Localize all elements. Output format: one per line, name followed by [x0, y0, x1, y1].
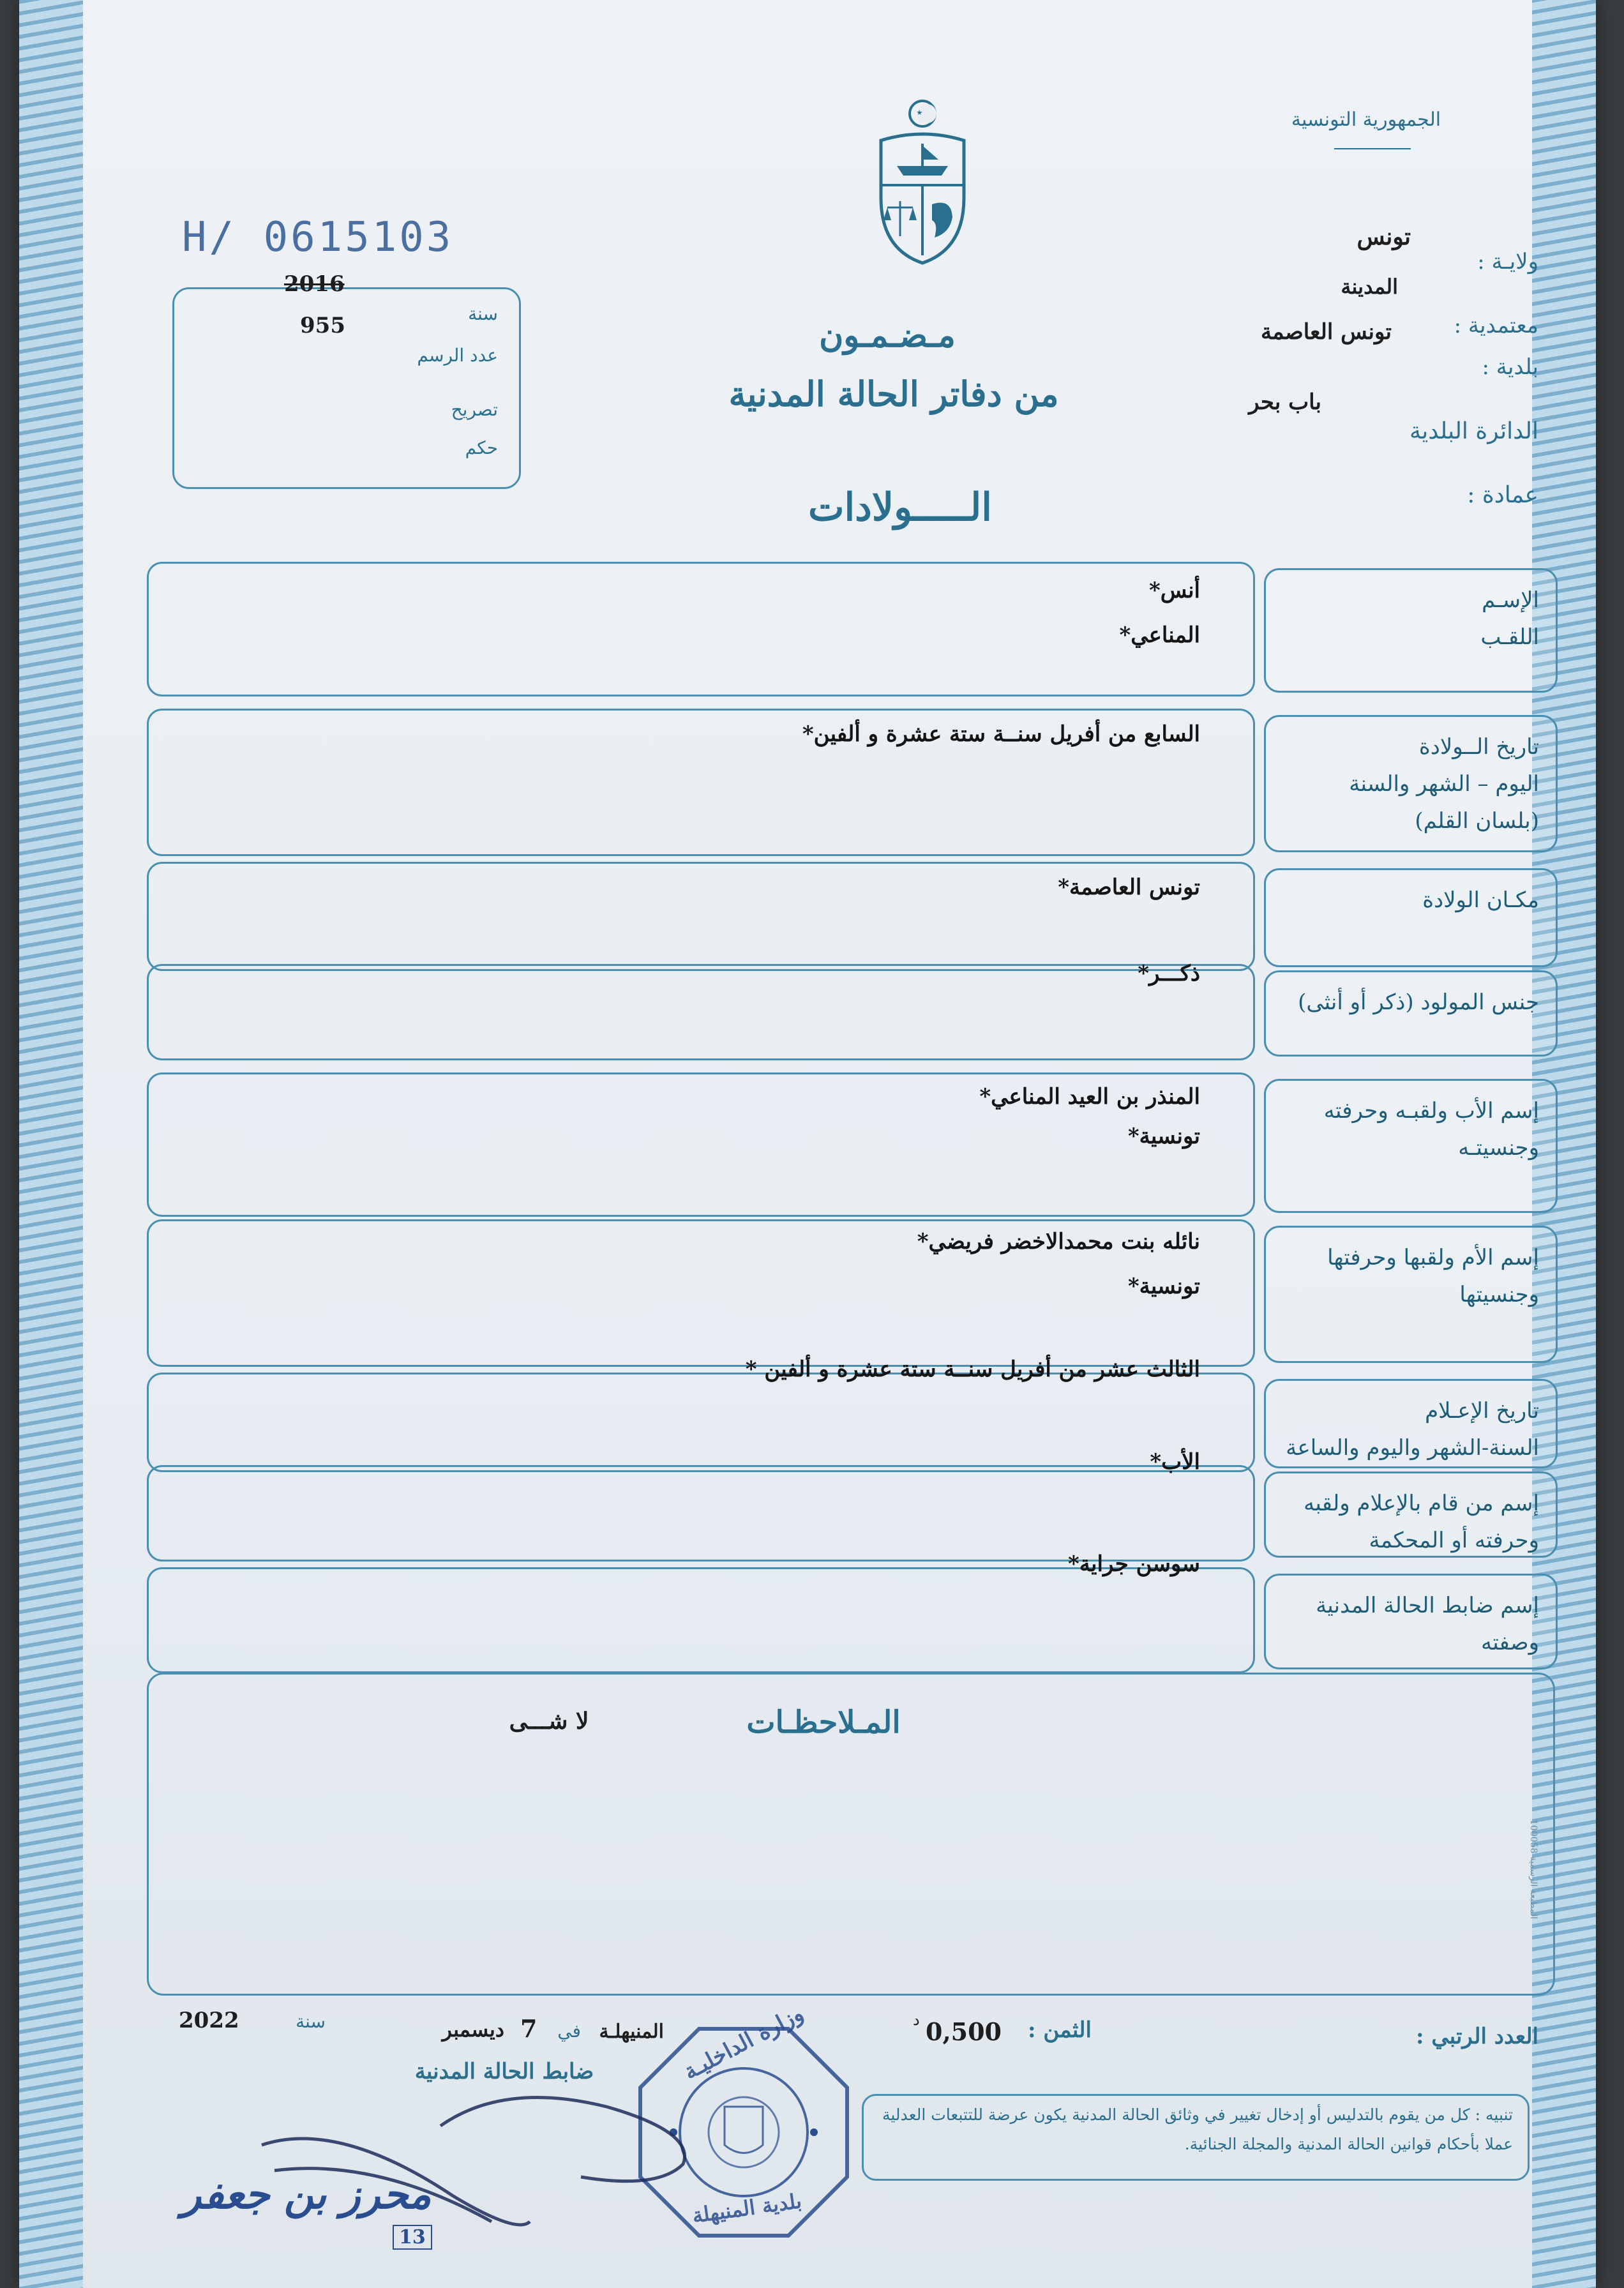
signature-code: 13 — [393, 2225, 432, 2250]
reg-year-value: 2016 — [284, 271, 345, 297]
serial-number: H/ 0615103 — [182, 214, 454, 261]
title-line2: من دفاتر الحالة المدنية — [728, 373, 1059, 414]
row-label: جنس المولود (ذكر أو أنثى) — [1298, 990, 1539, 1015]
baladia-label: بلدية : — [1482, 354, 1538, 380]
row-label-box — [1264, 568, 1558, 693]
row-label: وحرفته أو المحكمة — [1369, 1528, 1539, 1553]
row-label: اليوم – الشهر والسنة — [1349, 771, 1539, 797]
row-value: الثالث عشر من أفريل سنــة ستة عشرة و ألفين * — [745, 1357, 1200, 1382]
row-label: السنة-الشهر واليوم والساعة — [1286, 1435, 1539, 1461]
row-value: الأب* — [1150, 1449, 1200, 1475]
reg-number-label: عدد الرسم — [417, 345, 498, 366]
footer-year-value: 2022 — [179, 2008, 239, 2033]
row-label: إسم ضابط الحالة المدنية — [1316, 1593, 1539, 1618]
row-value: تونسية* — [1127, 1124, 1200, 1149]
section-title: الـــــولادات — [808, 485, 992, 530]
row-label-box — [1264, 715, 1558, 852]
row-value: المناعي* — [1119, 622, 1200, 648]
row-label: تاريخ الــولادة — [1418, 734, 1539, 760]
row-label: وجنسيتها — [1459, 1282, 1539, 1307]
footer-day-value: 7 — [520, 2014, 538, 2043]
row-value: تونسية* — [1127, 1274, 1200, 1299]
reg-judgment-label: حكم — [465, 437, 498, 458]
row-label: (بلسان القلم) — [1415, 808, 1539, 834]
price-label: الثمن : — [1028, 2017, 1092, 2043]
row-label-box — [1264, 1226, 1558, 1363]
row-value: نائله بنت محمدالاخضر فريضي* — [917, 1229, 1200, 1254]
wilaya-label: ولايـة : — [1477, 249, 1538, 275]
reg-year-label: سنة — [468, 303, 498, 324]
price-value: 0,500 — [926, 2017, 1002, 2046]
officer-label: ضابط الحالة المدنية — [414, 2059, 594, 2084]
reg-number-value: 955 — [300, 313, 345, 338]
republic-underline — [1334, 148, 1411, 149]
row-label: اللقـب — [1480, 624, 1539, 650]
decorative-border-left — [19, 0, 89, 2288]
footer-month-value: ديسمبر — [442, 2017, 504, 2042]
remarks-label: المـلاحظـات — [746, 1705, 901, 1740]
row-label: مكـان الولادة — [1422, 887, 1539, 913]
title-line1: مـضـمـون — [819, 316, 956, 355]
footer-in-label: في — [557, 2021, 581, 2042]
reg-declaration-label: تصريح — [451, 399, 498, 420]
row-value: المنذر بن العيد المناعي* — [979, 1084, 1200, 1110]
row-value: سوسن جراية* — [1068, 1551, 1200, 1577]
row-label: وجنسيتـه — [1458, 1135, 1539, 1161]
row-value-box — [147, 1567, 1255, 1673]
row-label: الإسـم — [1482, 587, 1539, 613]
row-label-box — [1264, 970, 1558, 1057]
baladia-value: باب بحر — [1249, 389, 1321, 415]
tunisia-coat-of-arms-icon — [868, 96, 977, 268]
row-value: السابع من أفريل سنــة ستة عشرة و ألفين* — [802, 721, 1200, 747]
mootamadia-label: معتمدية : — [1454, 313, 1538, 338]
rank-label: العدد الرتبي : — [1415, 2024, 1538, 2049]
price-unit: د — [913, 2011, 920, 2029]
row-label-box — [1264, 1379, 1558, 1468]
row-label-box — [1264, 868, 1558, 967]
remarks-value: لا شـــى — [509, 1708, 589, 1735]
row-label: إسم الأم ولقبها وحرفتها — [1327, 1245, 1539, 1270]
daira-label: الدائرة البلدية — [1409, 418, 1538, 444]
madina-value: المدينة — [1341, 275, 1398, 299]
row-label: إسم الأب ولقبـه وحرفته — [1323, 1098, 1539, 1124]
omada-label: عمادة : — [1467, 482, 1538, 508]
warning-text: تنبيه : كل من يقوم بالتدليس أو إدخال تغيير في وثائق الحالة المدنية يكون عرضة للتتبعات العدلية عملا بأحكام قوانين الحالة المدنية والمجلة الجنائية. — [882, 2105, 1513, 2153]
stamp-text-top: وزارة الداخليـة — [679, 2000, 808, 2086]
row-label: وصفته — [1481, 1630, 1539, 1655]
stamp-text-bottom: بلدية المنيهلة — [690, 2188, 804, 2228]
row-label-box — [1264, 1574, 1558, 1669]
row-label: إسم من قام بالإعلام ولقبه — [1304, 1491, 1539, 1516]
row-label-box — [1264, 1471, 1558, 1558]
mootamadia-value: تونس العاصمة — [1261, 319, 1392, 345]
footer-place-value: المنيهلـة — [599, 2021, 664, 2043]
footer-year-label: سنة — [296, 2011, 326, 2032]
row-label: تاريخ الإعـلام — [1425, 1398, 1539, 1424]
document-sheet — [19, 0, 1596, 2288]
row-value: تونس العاصمة* — [1058, 875, 1200, 900]
signature-name-stamp: محرز بن جعفر — [181, 2171, 432, 2218]
wilaya-value: تونس — [1357, 223, 1411, 250]
row-value: أنس* — [1148, 578, 1200, 603]
row-label-box — [1264, 1079, 1558, 1213]
republic-title: الجمهورية التونسية — [1291, 109, 1441, 131]
row-value-box — [147, 1465, 1255, 1562]
row-value: ذكـــر* — [1138, 961, 1200, 986]
printer-mark: المطبعة الرسمية 100058 — [1528, 1819, 1538, 1920]
